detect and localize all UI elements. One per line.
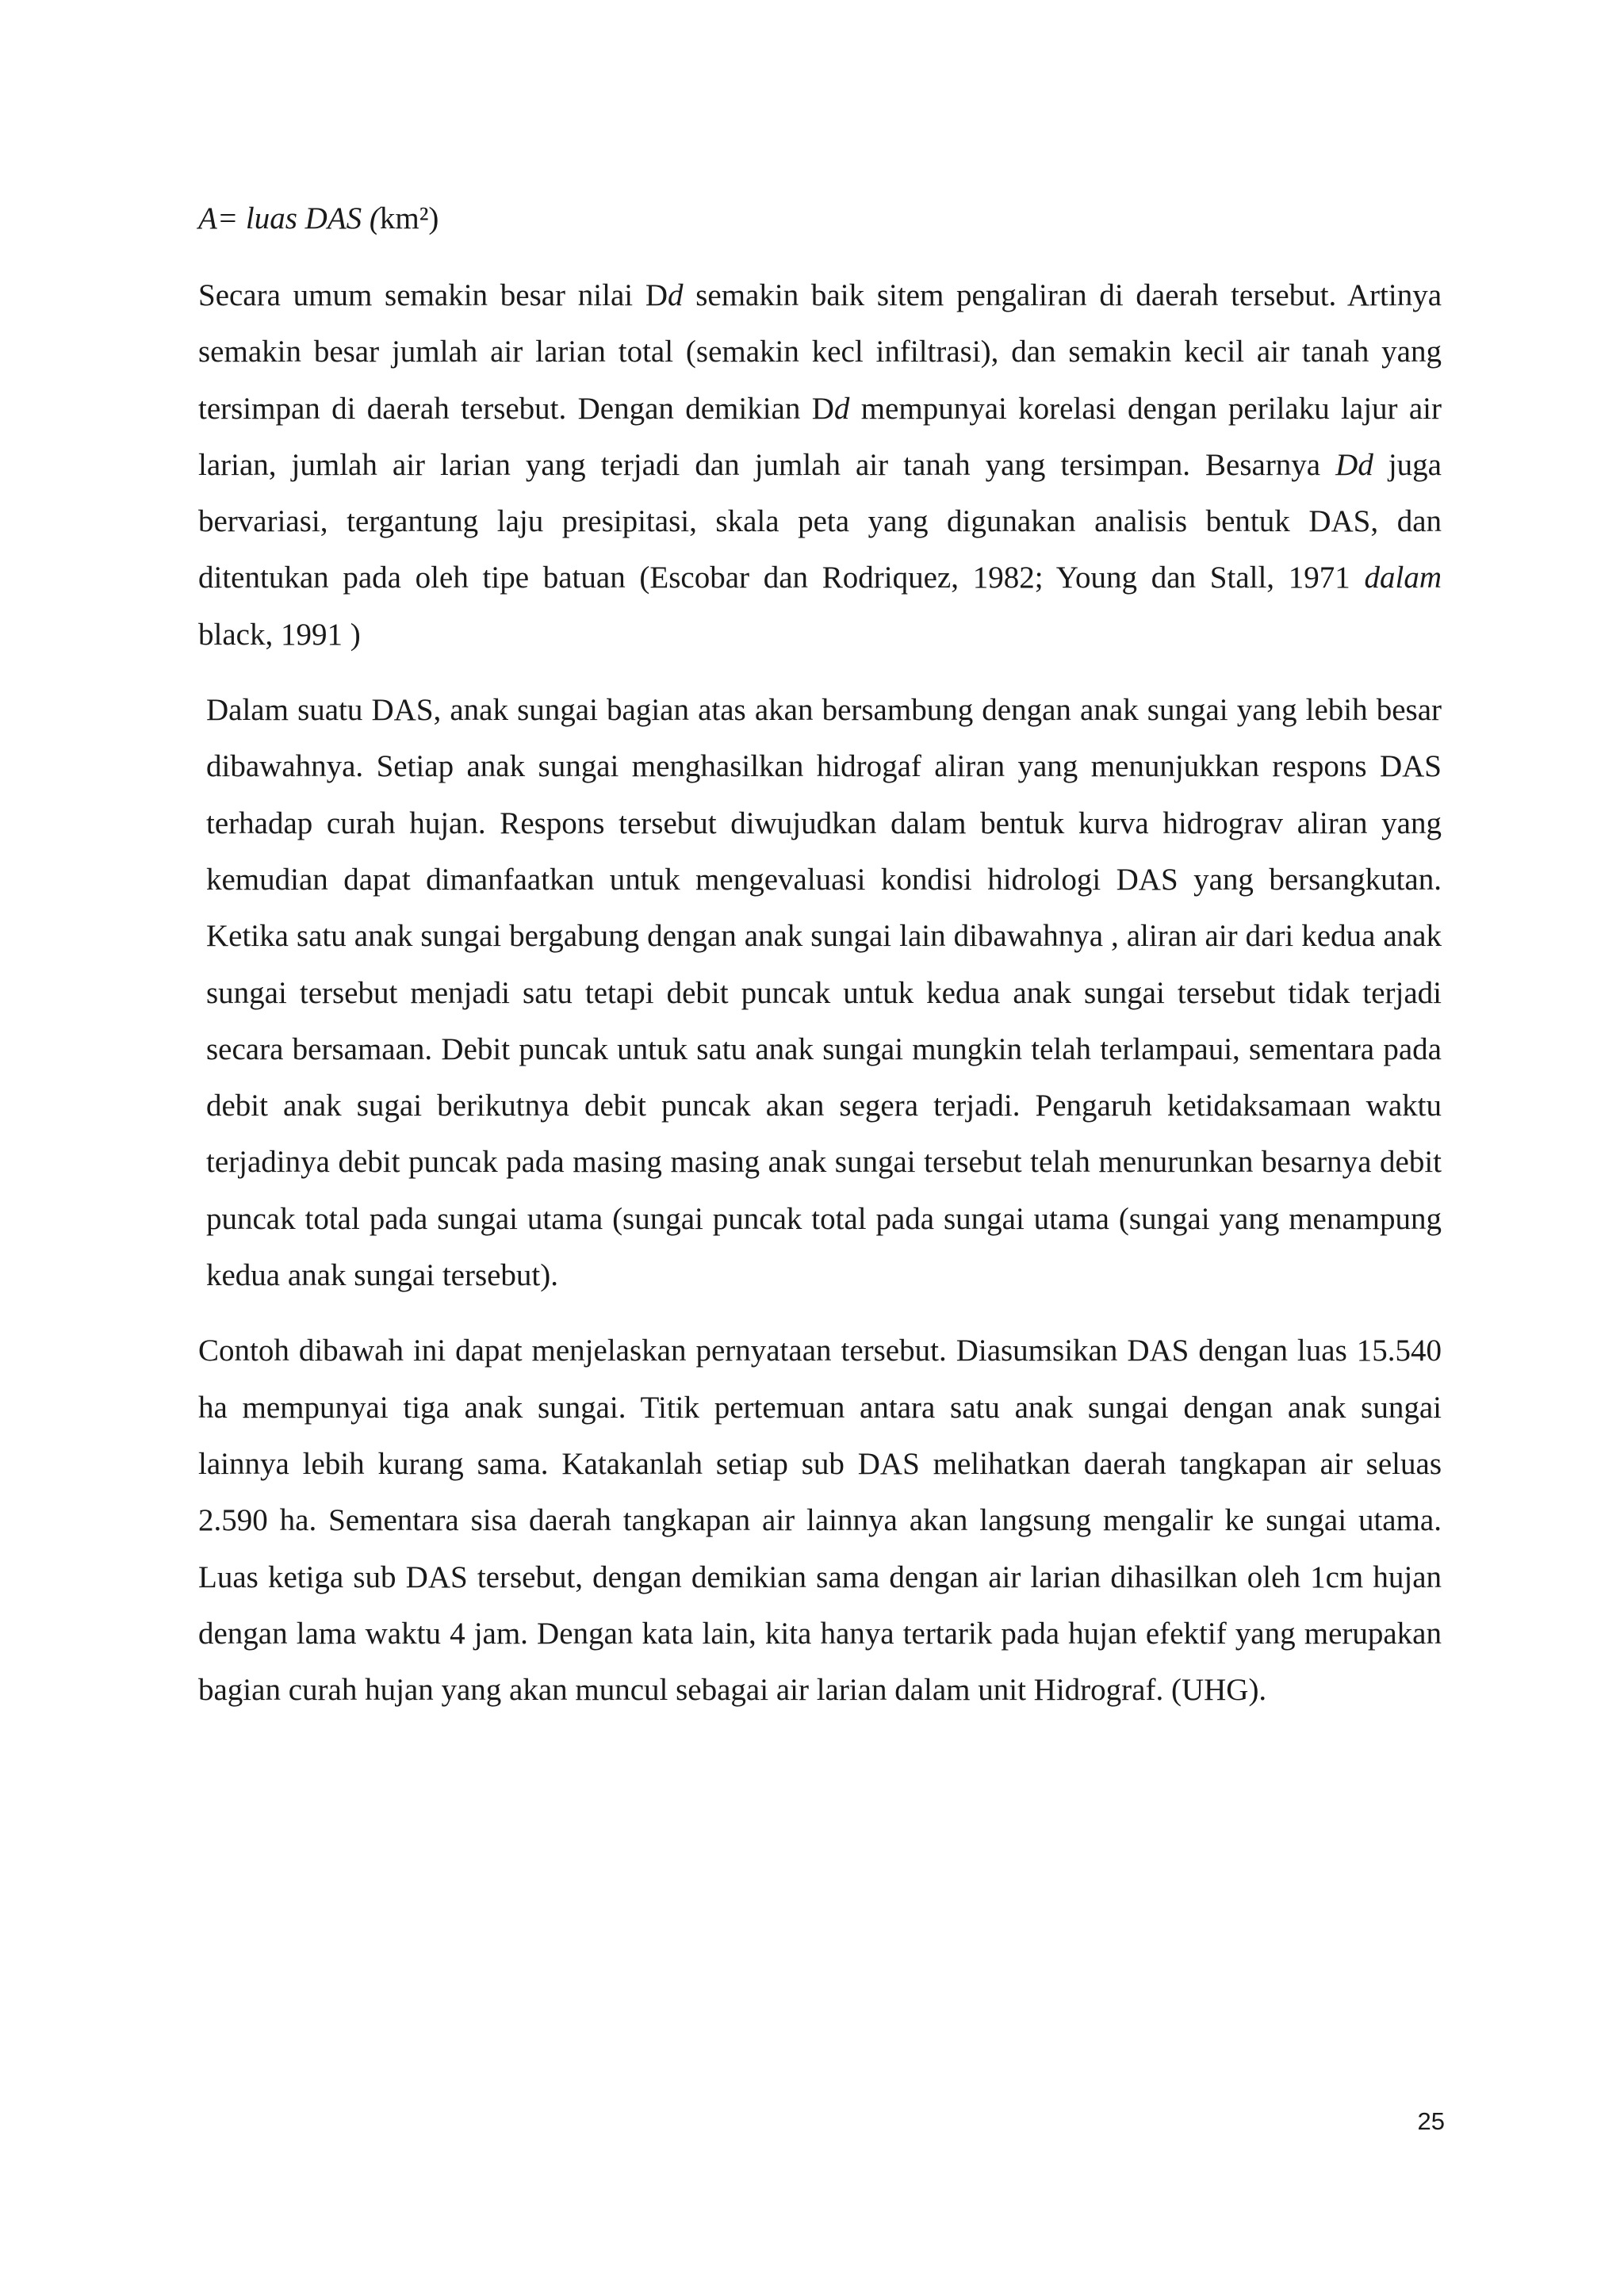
paragraph-tributary-hydrograph: Dalam suatu DAS, anak sungai bagian atas akan bersambung dengan anak sungai yang lebih besar dibawahnya. Setiap anak sungai menghasilkan hidrogaf aliran yang menunjukkan respons DAS terhadap curah hujan. Respons tersebut diwujudkan dalam bentuk kurva hidrograv aliran yang kemudian dapat dimanfaatkan untuk mengevaluasi kondisi hidrologi DAS yang bersangkutan. Ketika satu anak sungai bergabung dengan anak sungai lain dibawahnya , aliran air dari kedua anak sungai tersebut menjadi satu tetapi debit puncak untuk kedua anak sungai tersebut tidak terjadi secara bersamaan. Debit puncak untuk satu anak sungai mungkin telah terlampaui, sementara pada debit anak sugai berikutnya debit puncak akan segera terjadi. Pengaruh ketidaksamaan waktu terjadinya debit puncak pada masing masing anak sungai tersebut telah menurunkan besarnya debit puncak total pada sungai utama (sungai puncak total pada sungai utama (sungai yang menampung kedua anak sungai tersebut). [206, 693, 1442, 1293]
paragraph-1-italic-d: dalam [1364, 561, 1442, 595]
page-number: 25 [1417, 2107, 1445, 2135]
paragraph-1-italic-c: Dd [1335, 447, 1373, 482]
formula-definition [198, 190, 1442, 247]
paragraph-1-italic-a: d [668, 278, 684, 312]
paragraph-1-text-d: juga bervariasi, tergantung laju presipitasi, skala peta yang digunakan analisis bentuk DAS, dan ditentukan pada oleh tipe batuan (Escobar dan Rodriquez, 1982; Young dan Stall, 1971 [198, 447, 1442, 595]
paragraph-1-italic-b: d [833, 391, 850, 426]
paragraph-1-text-e: black, 1991 ) [198, 617, 361, 652]
page-body [198, 190, 1442, 1718]
formula-variable-text: A= luas DAS ( [198, 201, 380, 235]
paragraph-drainage-density [198, 267, 1442, 663]
paragraph-1-text-a: Secara umum semakin besar nilai D [198, 278, 668, 312]
formula-unit-text: km²) [379, 201, 439, 235]
paragraph-example-watershed: Contoh dibawah ini dapat menjelaskan pernyataan tersebut. Diasumsikan DAS dengan luas 15.540 ha mempunyai tiga anak sungai. Titik pertemuan antara satu anak sungai dengan anak sungai lainnya lebih kurang sama. Katakanlah setiap sub DAS melihatkan daerah tangkapan air seluas 2.590 ha. Sementara sisa daerah tangkapan air lainnya akan langsung mengalir ke sungai utama. Luas ketiga sub DAS tersebut, dengan demikian sama dengan air larian dihasilkan oleh 1cm hujan dengan lama waktu 4 jam. Dengan kata lain, kita hanya tertarik pada hujan efektif yang merupakan bagian curah hujan yang akan muncul sebagai air larian dalam unit Hidrograf. (UHG). [198, 1334, 1442, 1708]
paragraph-1-text-b: semakin baik sitem pengaliran di daerah tersebut. Artinya semakin besar jumlah air larian total (semakin kecl infiltrasi), dan semakin kecil air tanah yang tersimpan di daerah tersebut. Dengan demikian D [198, 278, 1442, 426]
paragraph-1-text-c: mempunyai korelasi dengan perilaku lajur air larian, jumlah air larian yang terjadi dan jumlah air tanah yang tersimpan. Besarnya [198, 391, 1442, 482]
